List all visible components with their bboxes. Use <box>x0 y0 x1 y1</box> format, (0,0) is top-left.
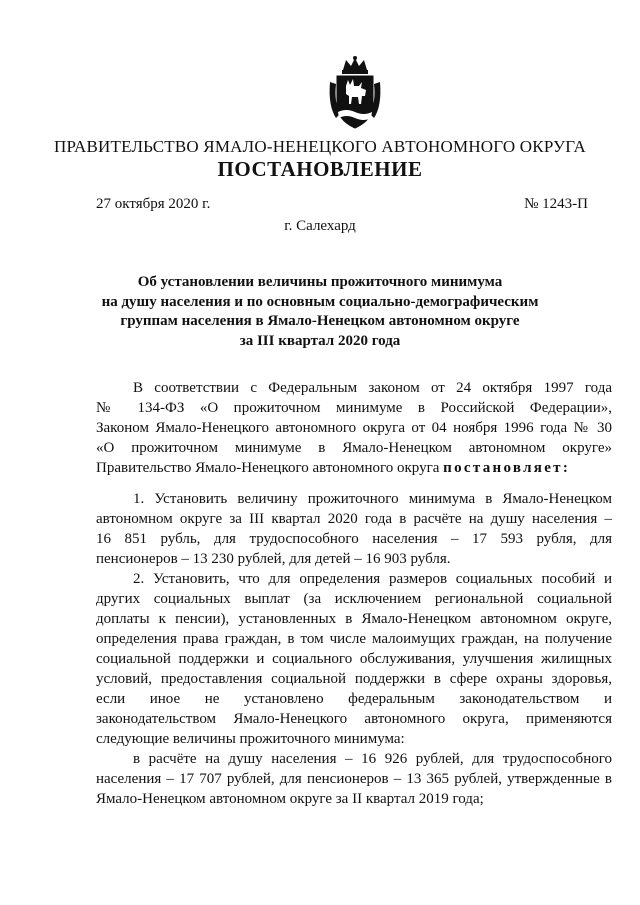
coat-of-arms-icon <box>326 56 384 130</box>
title-line: группам населения в Ямало-Ненецком автономном округе <box>120 313 520 329</box>
body-line: следующие величины прожиточного минимума: <box>96 731 405 747</box>
body-line: В соответствии с Федеральным законом от 24 октября 1997 года <box>133 380 612 396</box>
body-line: «О прожиточном минимуме в Ямало-Ненецком автономном округе» <box>96 440 612 456</box>
body-line: 16 851 рубль, для трудоспособного населения – 17 593 рубля, для <box>96 531 612 547</box>
body-line: доплаты к пенсии), установленных в Ямало-Ненецком автономном округе, <box>96 611 612 627</box>
body-line: Законом Ямало-Ненецкого автономного округа от 04 ноября 1996 года № 30 <box>96 420 612 436</box>
body-line: населения – 17 707 рублей, для пенсионеров – 13 365 рублей, утвержденные в <box>96 771 612 787</box>
document-date: 27 октября 2020 г. <box>96 196 211 212</box>
body-line: условий, предоставления социальной поддержки в сфере охраны здоровья, <box>96 671 612 687</box>
body-line <box>96 460 612 477</box>
body-line: автономном округе за III квартал 2020 года в расчёте на душу населения – <box>96 511 612 527</box>
body-line: в расчёте на душу населения – 16 926 рублей, для трудоспособного <box>133 751 612 767</box>
document-title <box>0 273 640 351</box>
title-line: на душу населения и по основным социально-демографическим <box>101 293 539 310</box>
document-number: № 1243-П <box>524 196 588 212</box>
title-line: за III квартал 2020 года <box>239 332 401 349</box>
document-city: г. Салехард <box>284 218 356 234</box>
title-line: Об установлении величины прожиточного минимума <box>137 274 503 290</box>
document-type: ПОСТАНОВЛЕНИЕ <box>217 157 423 181</box>
resolution-word: постановляет: <box>443 460 571 476</box>
body-line: если иное не установлено федеральным законодательством и <box>96 691 612 707</box>
body-line: 2. Установить, что для определения размеров социальных пособий и <box>133 571 612 587</box>
body-line: № 134-ФЗ «О прожиточном минимуме в Российской Федерации», <box>96 400 612 416</box>
body-line: 1. Установить величину прожиточного минимума в Ямало-Ненецком <box>133 491 612 507</box>
body-line: законодательством Ямало-Ненецкого автономного округа, применяются <box>96 711 612 727</box>
organization-name: ПРАВИТЕЛЬСТВО ЯМАЛО-НЕНЕЦКОГО АВТОНОМНОГО ОКРУГА <box>54 137 586 156</box>
body-line: определения права граждан, в том числе малоимущих граждан, на получение <box>96 631 612 647</box>
body-line: пенсионеров – 13 230 рублей, для детей – 16 903 рубля. <box>96 551 451 567</box>
body-line: других социальных выплат (за исключением региональной социальной <box>96 591 612 607</box>
body-line: социальной поддержки и социального обслуживания, улучшения жилищных <box>96 651 612 667</box>
body-line: Ямало-Ненецком автономном округе за II квартал 2019 года; <box>96 791 484 807</box>
body-text: Правительство Ямало-Ненецкого автономного округа <box>96 460 444 476</box>
